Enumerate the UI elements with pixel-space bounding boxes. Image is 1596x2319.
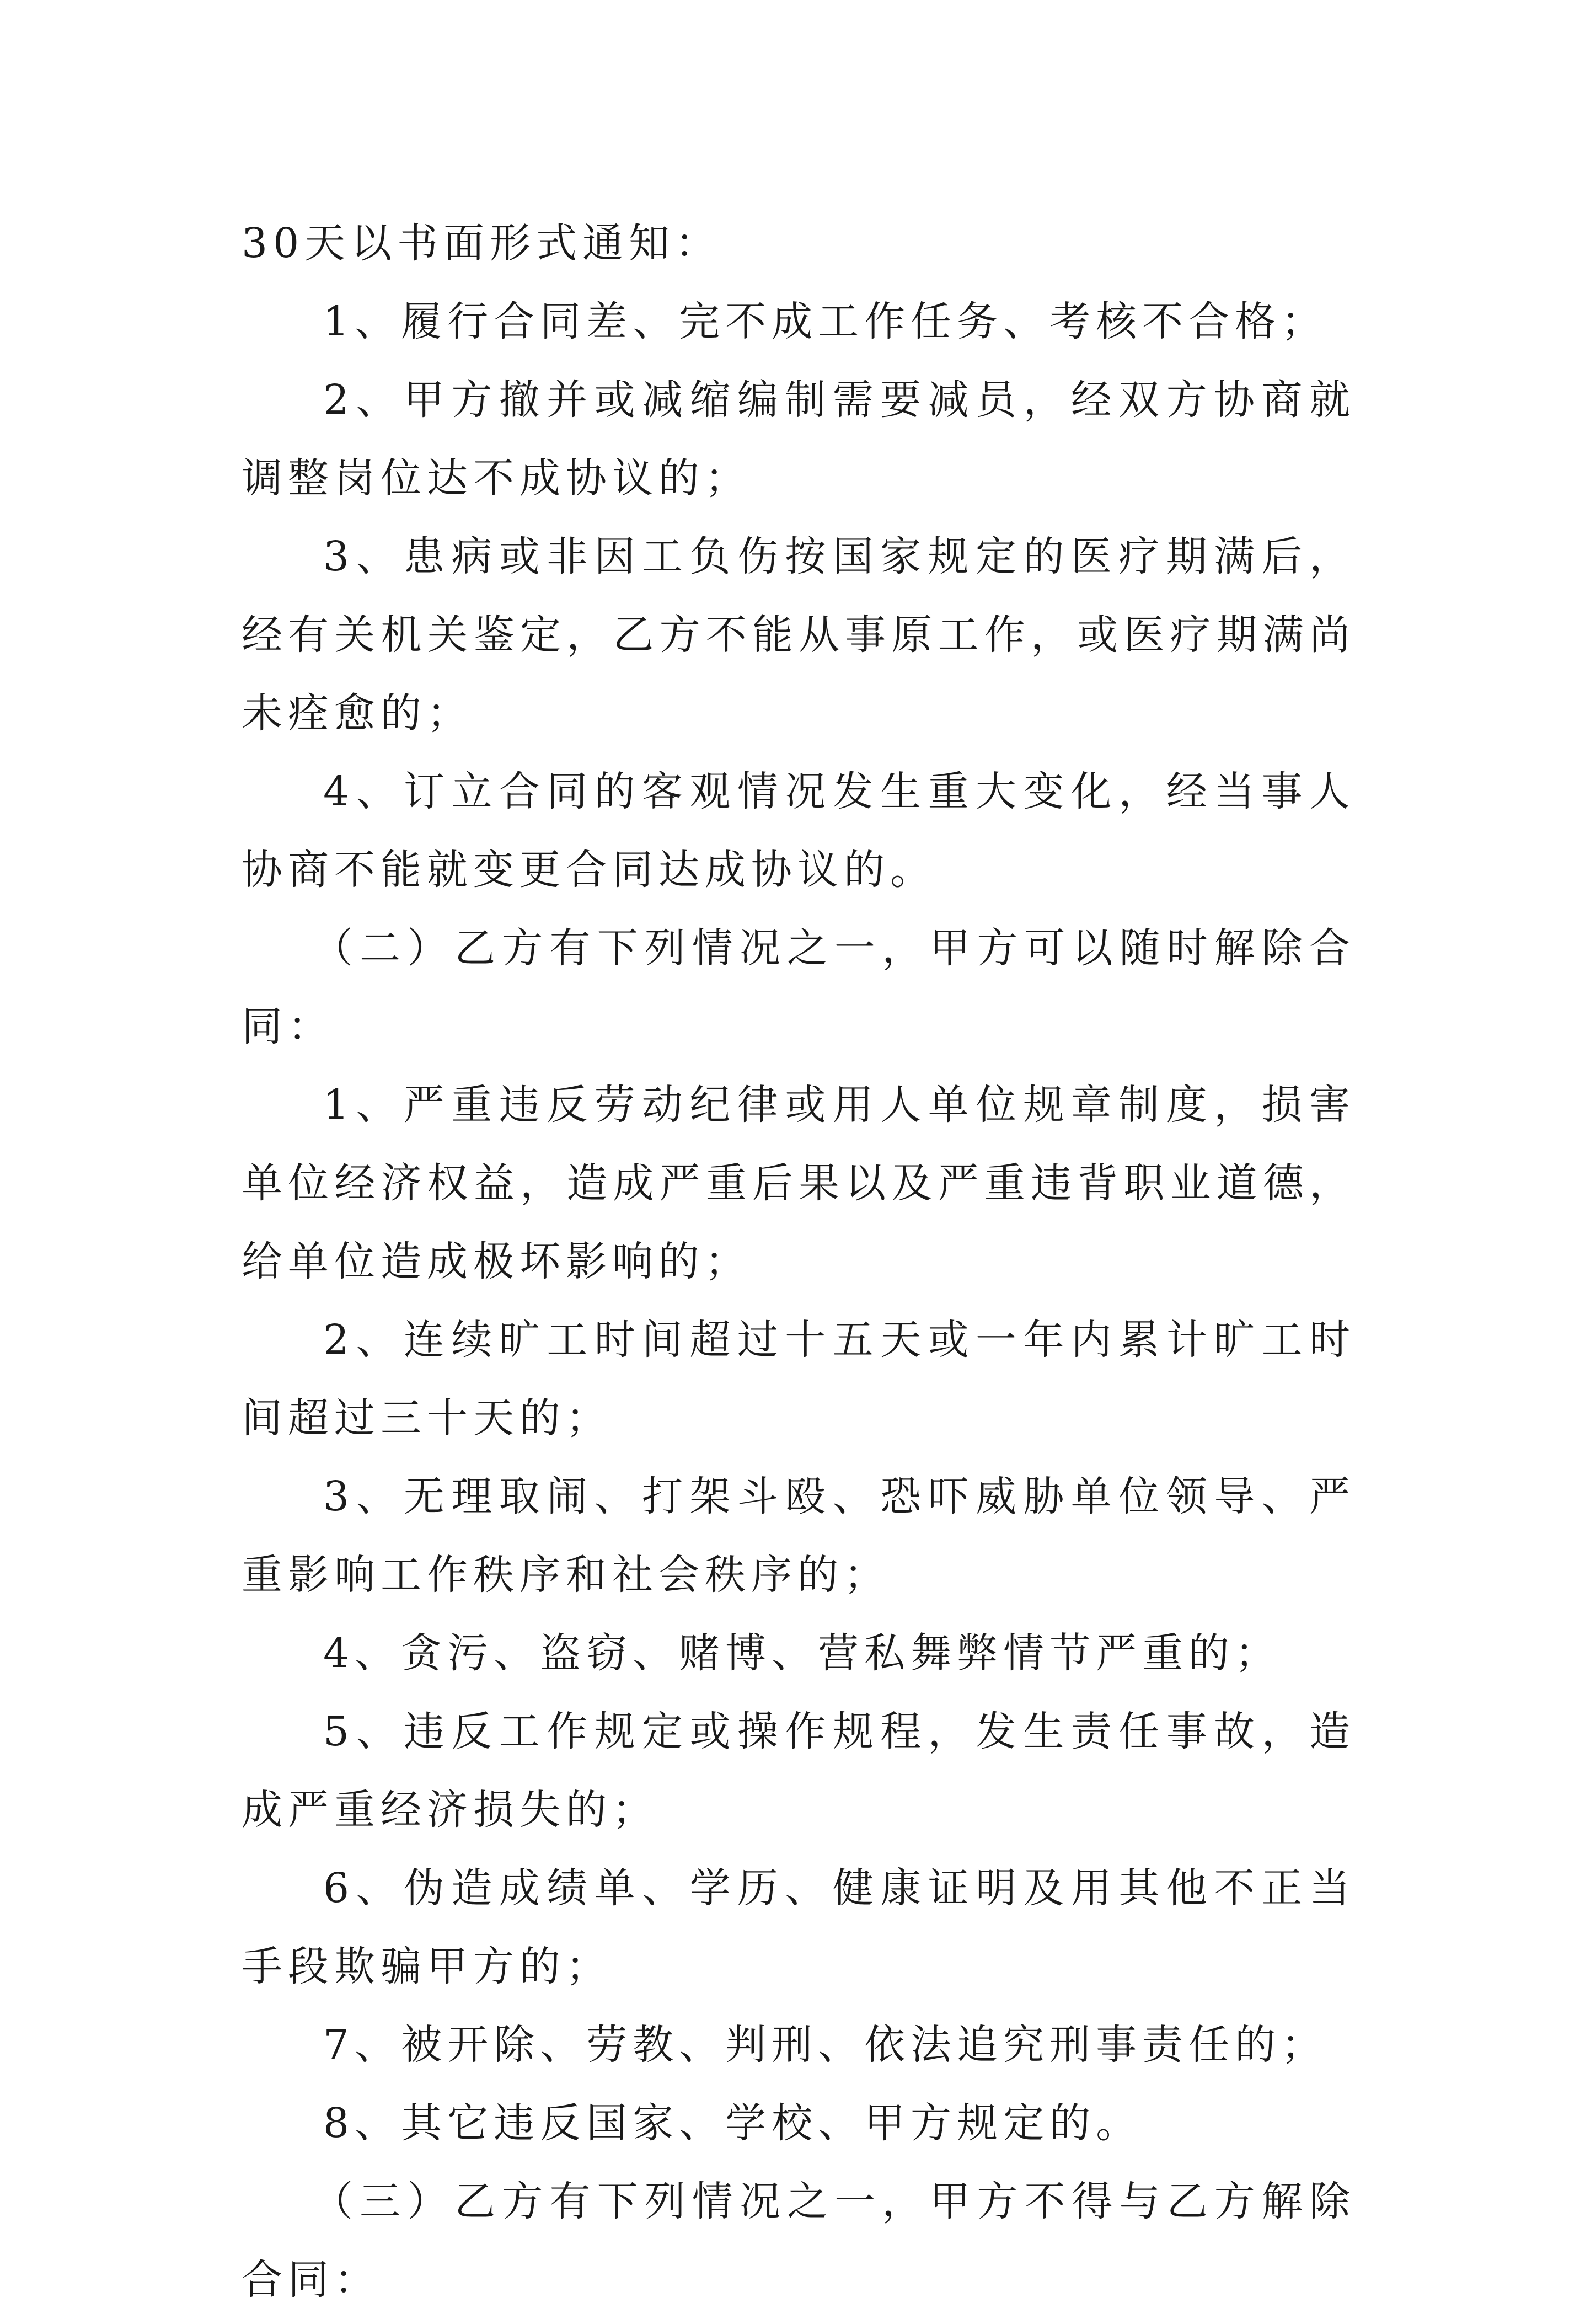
section-heading-2: （二）乙方有下列情况之一，甲方可以随时解除合同： [242,925,1356,1050]
paragraph-item-2: 2、连续旷工时间超过十五天或一年内累计旷工时间超过三十天的； [242,1316,1356,1442]
paragraph-item-3: 3、无理取闹、打架斗殴、恐吓威胁单位领导、严重影响工作秩序和社会秩序的； [242,1473,1356,1599]
paragraph-item-5: 5、违反工作规定或操作规程，发生责任事故，造成严重经济损失的； [242,1708,1356,1834]
section-heading-3: （三）乙方有下列情况之一，甲方不得与乙方解除合同： [242,2178,1356,2304]
paragraph-item-1: 1、履行合同差、完不成工作任务、考核不合格； [323,298,1328,345]
paragraph-item-4: 4、订立合同的客观情况发生重大变化，经当事人协商不能就变更合同达成协议的。 [242,768,1356,894]
paragraph-item-1: 1、严重违反劳动纪律或用人单位规章制度，损害单位经济权益，造成严重后果以及严重违背职业道德，给单位造成极坏影响的； [242,1081,1356,1285]
paragraph-item-2: 2、甲方撤并或减缩编制需要减员，经双方协商就调整岗位达不成协议的； [242,376,1356,502]
paragraph-item-7: 7、被开除、劳教、判刑、依法追究刑事责任的； [323,2021,1328,2069]
paragraph-item-6: 6、伪造成绩单、学历、健康证明及用其他不正当手段欺骗甲方的； [242,1864,1356,1990]
paragraph-notice-period: 30天以书面形式通知： [242,220,722,267]
paragraph-item-8: 8、其它违反国家、学校、甲方规定的。 [323,2099,1143,2147]
document-page [242,204,1356,2319]
paragraph-item-4: 4、贪污、盗窃、赌博、营私舞弊情节严重的； [323,1629,1282,1677]
paragraph-item-3: 3、患病或非因工负伤按国家规定的医疗期满后，经有关机关鉴定，乙方不能从事原工作，或医疗期满尚未痊愈的； [242,533,1356,737]
